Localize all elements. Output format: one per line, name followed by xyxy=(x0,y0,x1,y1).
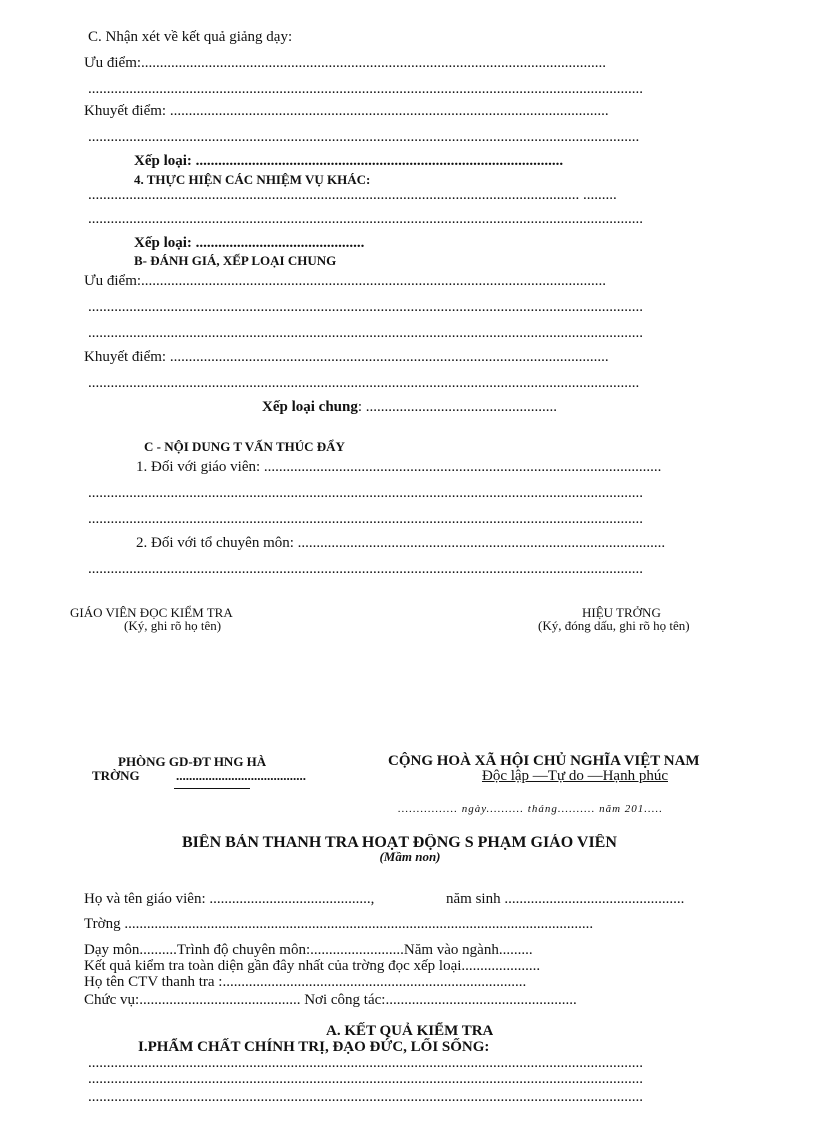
signature-right-note: (Ký, đóng dấu, ghi rõ họ tên) xyxy=(538,618,690,633)
header-underline xyxy=(174,788,250,789)
c-teaching-heading: C. Nhận xét về kết quả giảng dạy: xyxy=(88,29,293,45)
dotted-line: .................................................................................................................................................... xyxy=(88,1089,643,1105)
motto-text: Độc lập —Tự do —Hạnh phúc xyxy=(481,768,668,784)
weaknesses-line: Khuyết điểm: ..................................................................................................................... xyxy=(84,103,609,119)
dotted-line: .................................................................................................................................................... xyxy=(88,1071,643,1087)
dotted-line: .................................................................................................................................................... xyxy=(88,485,643,501)
report-subtitle: (Mầm non) xyxy=(379,849,441,864)
dotted-line: ................................................................................................................................................... xyxy=(88,375,640,391)
school-field: Trờng ............................................................................................................................. xyxy=(84,916,594,932)
overall-rating-line xyxy=(262,398,654,416)
rating-line: Xếp loại: .................................................................................................. xyxy=(134,153,564,169)
signature-left-note: (Ký, ghi rõ họ tên) xyxy=(124,618,222,633)
national-motto xyxy=(388,767,762,785)
signature-right-title: HIỆU TRỞNG xyxy=(582,605,661,620)
republic-heading: CỘNG HOÀ XÃ HỘI CHỦ NGHĨA VIỆT NAM xyxy=(388,753,700,769)
dotted-line: .................................................................................................................................................... xyxy=(88,511,643,527)
dotted-line: ................................................................................................................................... ......... xyxy=(88,187,617,203)
dotted-line: .................................................................................................................................................... xyxy=(88,1055,643,1071)
overall-rating-label: Xếp loại chung xyxy=(262,399,358,415)
rating-line: Xếp loại: ............................................. xyxy=(134,235,365,251)
report-title: BIÊN BẢN THANH TRA HOẠT ĐỘNG S PHẠM GIÁO VIÊN xyxy=(182,834,617,851)
previous-result-field: Kết quả kiểm tra toàn diện gần đây nhất của trờng đọc xếp loại..................... xyxy=(84,958,541,974)
birth-year-field: năm sinh ................................................ xyxy=(446,891,685,907)
dotted-line: .................................................................................................................................................... xyxy=(88,561,643,577)
dotted-line: .................................................................................................................................................... xyxy=(88,211,643,227)
position-field: Chức vụ:........................................... Nơi công tác:................................................... xyxy=(84,992,577,1008)
department-item: 2. Đối với tổ chuyên môn: .................................................................................................. xyxy=(136,535,666,551)
dotted-line: .................................................................................................................................................... xyxy=(88,299,643,315)
teacher-item: 1. Đối với giáo viên: .......................................................................................................... xyxy=(136,459,662,475)
subject-field: Dạy môn..........Trình độ chuyên môn:.........................Năm vào ngành......... xyxy=(84,942,533,958)
inspector-field: Họ tên CTV thanh tra :................................................................................. xyxy=(84,974,527,990)
section-b-heading: B- ĐÁNH GIÁ, XẾP LOẠI CHUNG xyxy=(134,253,337,268)
dotted-line: .................................................................................................................................................... xyxy=(88,81,643,97)
teacher-name-field: Họ và tên giáo viên: ..........................................., xyxy=(84,891,375,907)
section-4-heading: 4. THỰC HIỆN CÁC NHIỆM VỤ KHÁC: xyxy=(134,172,371,187)
dotted-line: ................................................................................................................................................... xyxy=(88,129,640,145)
weaknesses-line: Khuyết điểm: ..................................................................................................................... xyxy=(84,349,609,365)
department-name: PHÒNG GD-ĐT HNG HÀ xyxy=(118,754,267,769)
date-line: ................ ngày.......... tháng.......... năm 201..... xyxy=(398,803,664,815)
school-name-dots: ........................................ xyxy=(176,768,306,783)
strengths-line: Ưu điểm:............................................................................................................................ xyxy=(84,55,607,71)
section-a-heading: A. KẾT QUẢ KIỂM TRA xyxy=(326,1023,494,1039)
strengths-line: Ưu điểm:............................................................................................................................ xyxy=(84,273,607,289)
section-c-heading: C - NỘI DUNG T VẤN THÚC ĐẨY xyxy=(144,439,345,454)
section-i-heading: I.PHẨM CHẤT CHÍNH TRỊ, ĐẠO ĐỨC, LỐI SỐNG: xyxy=(138,1039,490,1055)
dotted-line: .................................................................................................................................................... xyxy=(88,325,643,341)
overall-rating-dots: : ................................................... xyxy=(357,399,558,415)
school-label: TRỜNG xyxy=(92,768,140,783)
signature-left-title: GIÁO VIÊN ĐỌC KIỂM TRA xyxy=(70,605,233,620)
